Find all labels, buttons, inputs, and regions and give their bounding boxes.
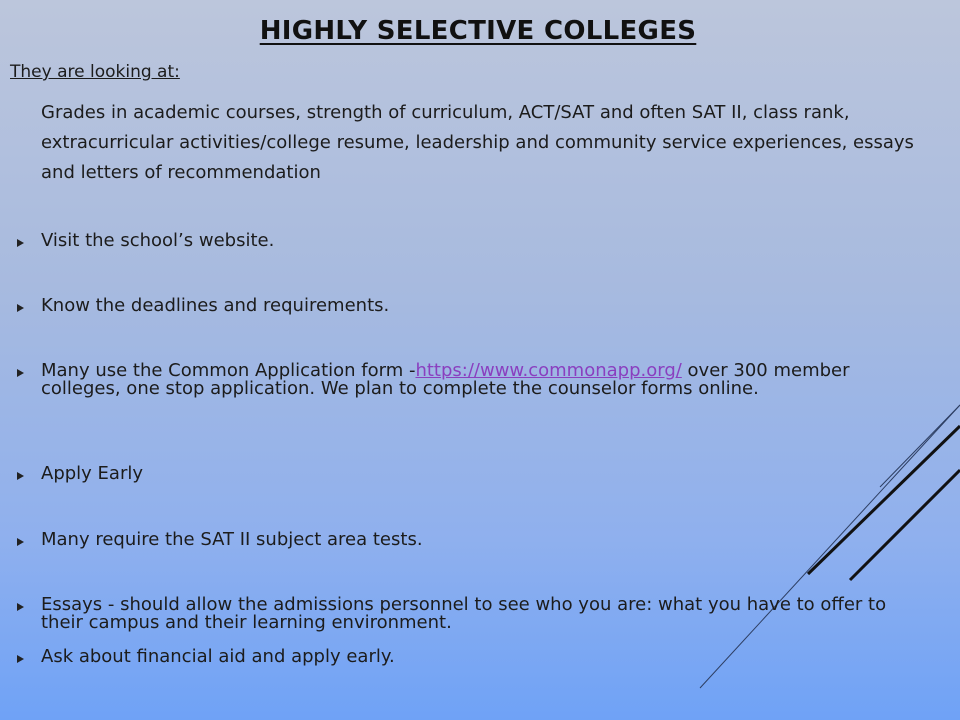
arrow-bullet-icon: [17, 538, 24, 546]
bullet-text-before-link: Many use the Common Application form -: [41, 360, 416, 381]
bullet-text-after-link: over 300 member colleges, one stop application. We plan to complete the counselor forms online.: [41, 360, 850, 399]
bullet-text: Visit the school’s website.: [41, 230, 275, 251]
bullet-text: Many require the SAT II subject area tests.: [41, 529, 423, 550]
deco-line-thick-upper: [808, 426, 960, 574]
arrow-bullet-icon: [17, 472, 24, 480]
deco-line-thin-short: [880, 405, 960, 487]
arrow-bullet-icon: [17, 369, 24, 377]
arrow-bullet-icon: [17, 655, 24, 663]
slide-title: HIGHLY SELECTIVE COLLEGES: [259, 16, 697, 46]
arrow-bullet-icon: [17, 603, 24, 611]
subtitle: They are looking at:: [10, 62, 180, 82]
bullet-text: Ask about financial aid and apply early.: [41, 646, 395, 667]
bullet-text: Essays - should allow the admissions personnel to see who you are: what you have to offer to their campus and their learning environment.: [41, 594, 887, 633]
common-app-link[interactable]: https://www.commonapp.org/: [415, 360, 682, 381]
bullet-text: Apply Early: [41, 463, 143, 484]
criteria-paragraph: Grades in academic courses, strength of curriculum, ACT/SAT and often SAT II, class rank, extracurricular activities/college resume, leadership and community service experiences, essays and letters of recommendation: [41, 102, 914, 183]
arrow-bullet-icon: [17, 304, 24, 312]
deco-line-thick-lower: [850, 470, 960, 580]
bullet-text: [41, 362, 891, 398]
bullet-text: Know the deadlines and requirements.: [41, 295, 390, 316]
arrow-bullet-icon: [17, 239, 24, 247]
